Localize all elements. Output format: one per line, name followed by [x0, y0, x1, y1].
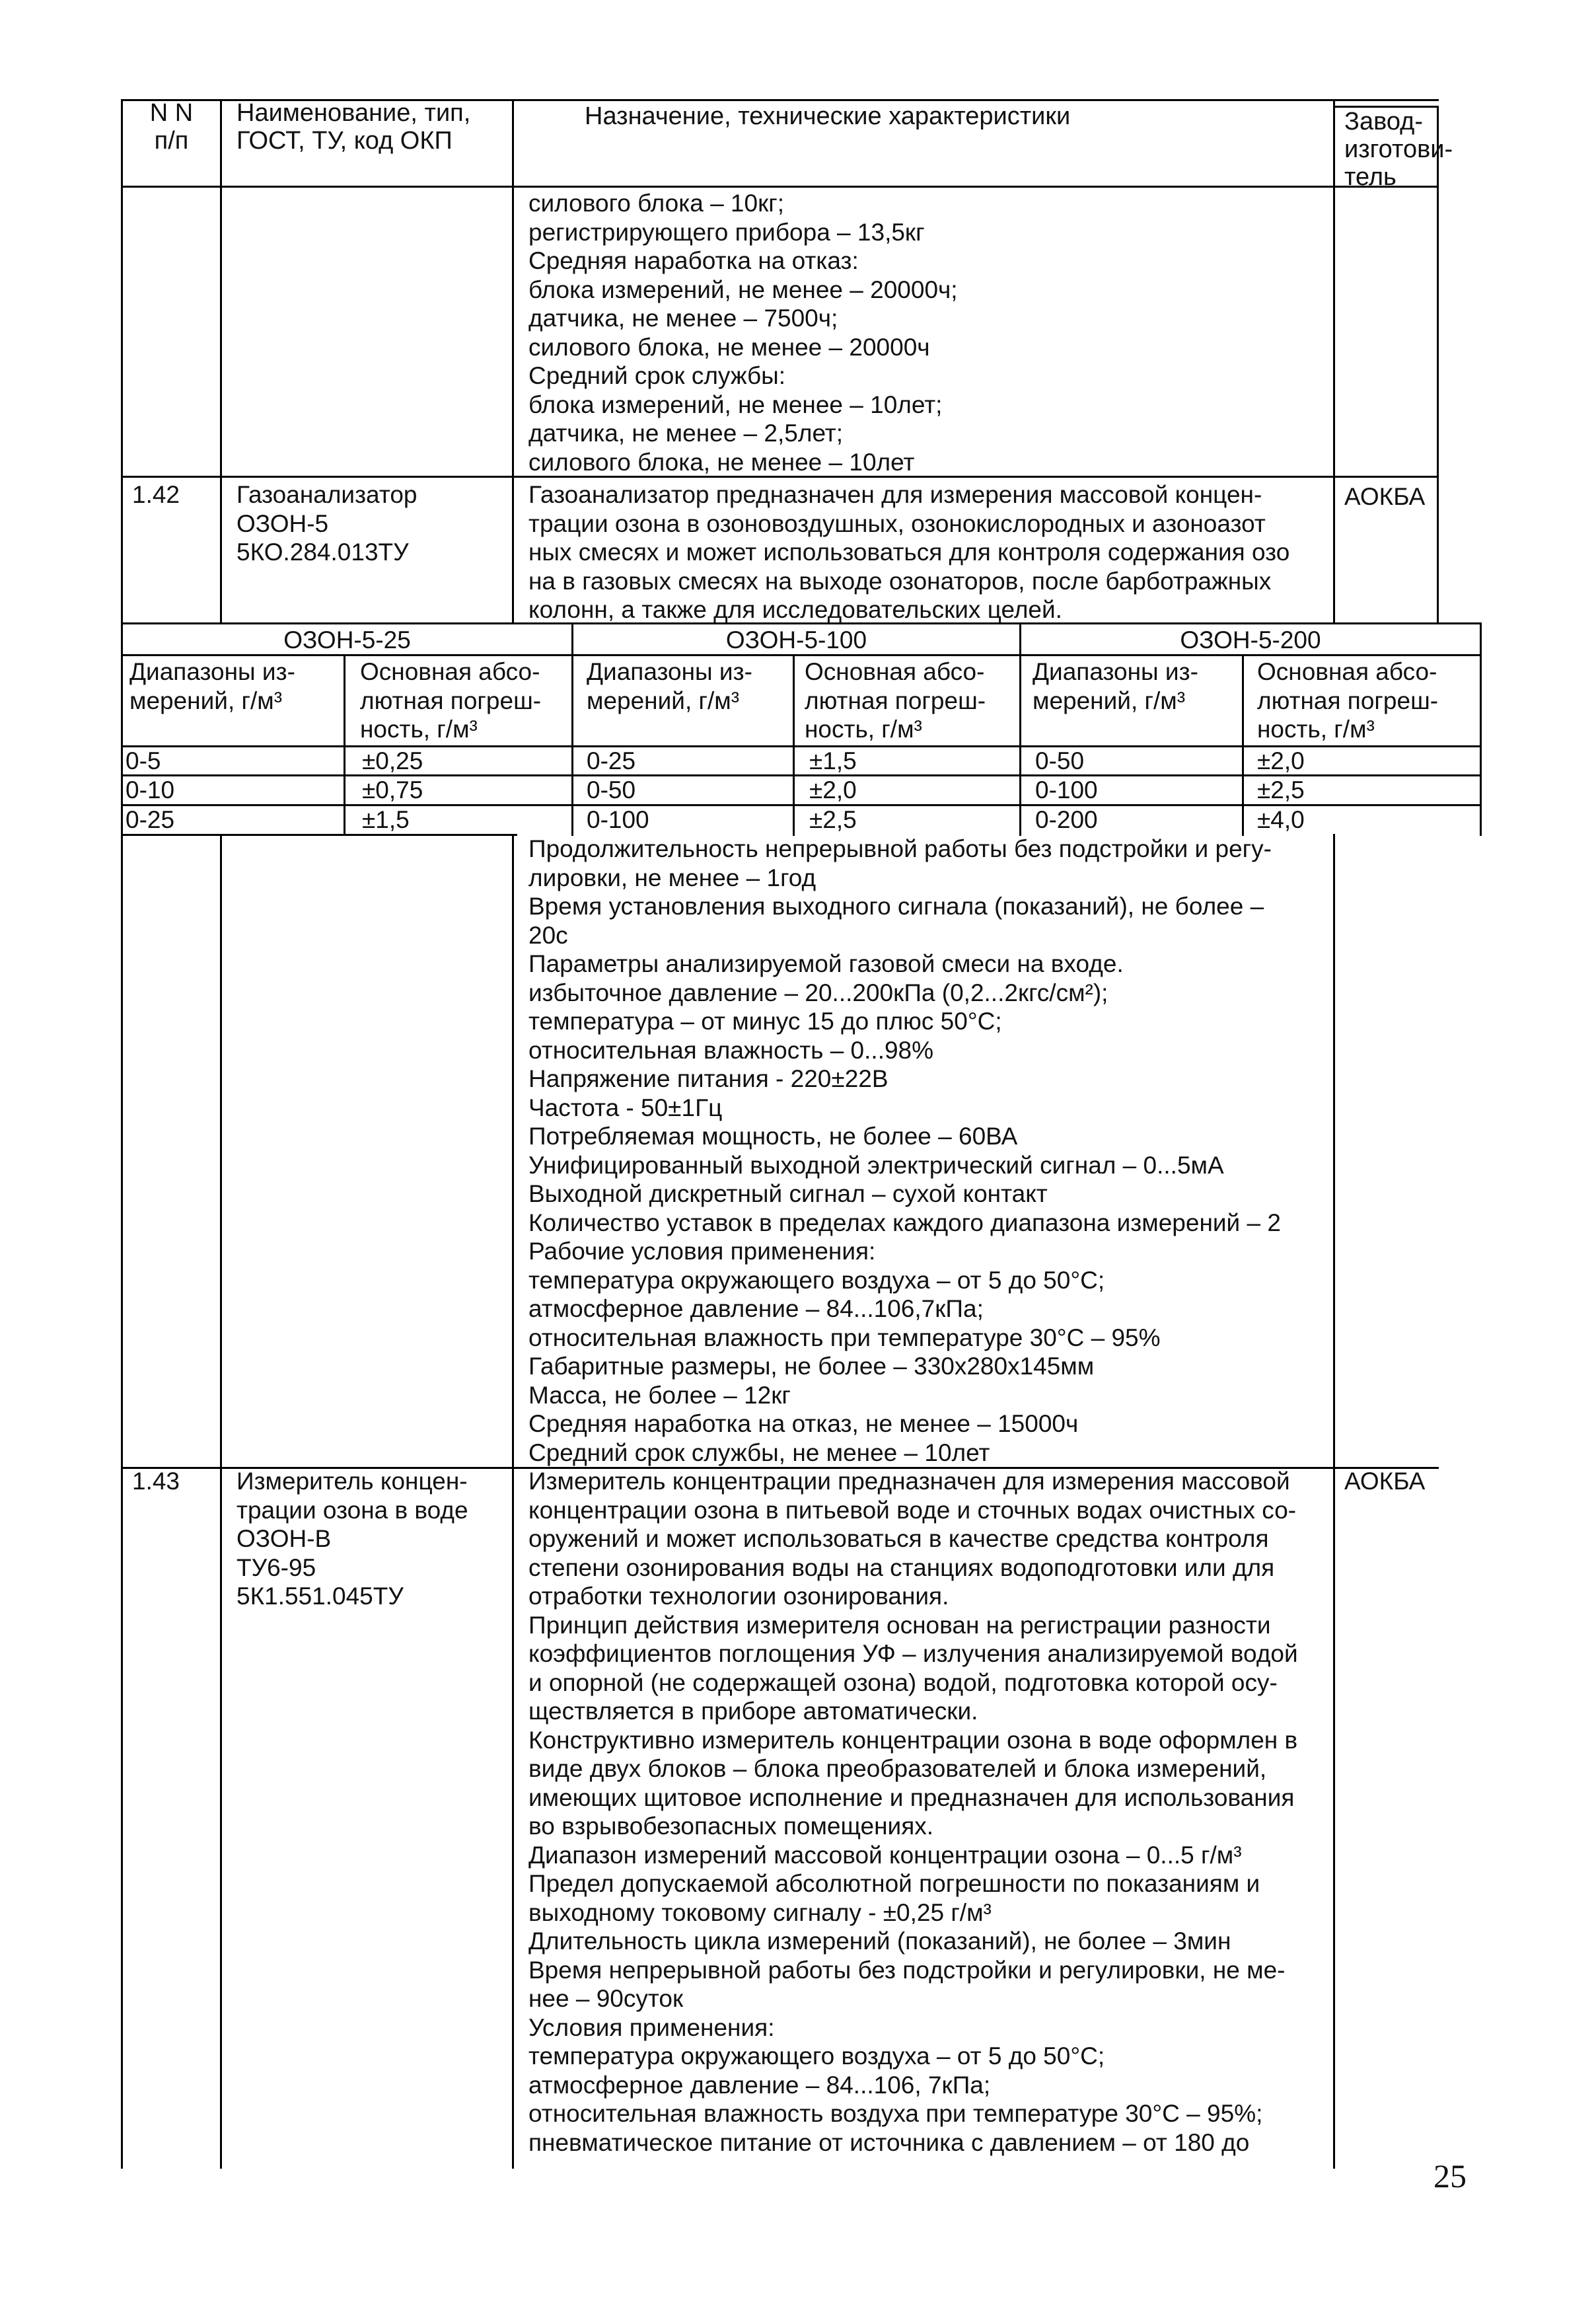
rule [344, 654, 345, 836]
col-range-1: Диапазоны из- мерений, г/м³ [129, 658, 295, 714]
cell-r3-err-200: ±4,0 [1257, 806, 1305, 833]
col-error-2: Основная абсо- лютная погреш- ность, г/м³ [805, 658, 986, 743]
rule [121, 186, 1439, 188]
item-142-specs: Продолжительность непрерывной работы без подстройки и регу- лировки, не менее – 1год Время установления выходного сигнала (показаний), не более – 20с Параметры анализируемой газовой смеси на входе. избыточное давление – 20...200кПа (0,2...2кгс/см²); температура – от минус 15 до плюс 50°С; относительная влажность – 0...98% Напряжение питания - 220±22В Частота - 50±1Гц Потребляемая мощность, не более – 60ВА Унифицированный выходной электрический сигнал – 0...5мА Выходной дискретный сигнал – сухой контакт Количество уставок в пределах каждого диапазона измерений – 2 Рабочие условия применения: температура окружающего воздуха – от 5 до 50°С; атмосферное давление – 84...106,7кПа; относительная влажность при температуре 30°С – 95% Габаритные размеры, не более – 330х280х145мм Масса, не более – 12кг Средняя наработка на отказ, не менее – 15000ч Средний срок службы, не менее – 10лет [528, 835, 1281, 1466]
rule [121, 99, 123, 623]
rule [1333, 834, 1335, 2169]
item-143-maker: АОКБА [1344, 1468, 1426, 1495]
cell-r3-range-200: 0-200 [1035, 806, 1098, 833]
cell-r1-err-25: ±0,25 [362, 747, 423, 774]
item-142-maker: АОКБА [1344, 483, 1426, 510]
cell-r2-range-100: 0-50 [587, 776, 636, 804]
cell-r3-err-25: ±1,5 [362, 806, 410, 833]
rule [1480, 622, 1482, 836]
col-range-2: Диапазоны из- мерений, г/м³ [587, 658, 752, 714]
header-maker: Завод- изготови- тель [1344, 108, 1453, 191]
cell-r2-range-25: 0-10 [126, 776, 175, 804]
item-142-num: 1.42 [132, 481, 180, 508]
item-143-num: 1.43 [132, 1468, 180, 1495]
rule [220, 99, 222, 623]
col-range-3: Диапазоны из- мерений, г/м³ [1033, 658, 1198, 714]
rule [121, 834, 123, 2169]
model-ozon-5-25: ОЗОН-5-25 [283, 626, 411, 654]
item-143-purpose: Измеритель концентрации предназначен для измерения массовой концентрации озона в питьевой воде и сточных водах очистных со- оружений и может использоваться в качестве средства контроля степени озонирования воды на станциях водоподготовки или для отработки технологии озонирования. Принцип действия измерителя основан на регистрации разности коэффициентов поглощения УФ – излучения анализируемой водой и опорной (не содержащей озона) водой, подготовка которой осу- ществляется в приборе автоматически. Конструктивно измеритель концентрации озона в воде оформлен в виде двух блоков – блока преобразователей и блока измерений, имеющих щитовое исполнение и предназначен для использования во взрывобезопасных помещениях. Диапазон измерений массовой концентрации озона – 0...5 г/м³ Предел допускаемой абсолютной погрешности по показаниям и выходному токовому сигналу - ±0,25 г/м³ Длительность цикла измерений (показаний), не более – 3мин Время непрерывной работы без подстройки и регулировки, не ме- нее – 90суток Условия применения: температура окружающего воздуха – от 5 до 50°С; атмосферное давление – 84...106, 7кПа; относительная влажность воздуха при температуре 30°С – 95%; пневматическое питание от источника с давлением – от 180 до [528, 1468, 1298, 2156]
rule [512, 834, 514, 2169]
model-ozon-5-200: ОЗОН-5-200 [1180, 626, 1321, 654]
col-error-1: Основная абсо- лютная погреш- ность, г/м³ [360, 658, 542, 743]
item-143-name: Измеритель концен- трации озона в воде ОЗОН-В ТУ6-95 5К1.551.045ТУ [236, 1468, 468, 1610]
cell-r2-err-200: ±2,5 [1257, 776, 1305, 804]
rule [1333, 99, 1335, 623]
rule [1242, 654, 1244, 836]
cell-r1-range-200: 0-50 [1035, 747, 1085, 774]
col-error-3: Основная абсо- лютная погреш- ность, г/м³ [1257, 658, 1439, 743]
item-142-purpose: Газоанализатор предназначен для измерения массовой концен- трации озона в озоновоздушных, озонокислородных и азоноазот ных смесях и может использоваться для контроля содержания озо на в газовых смесях на выходе озонаторов, после барботражных колонн, а также для исследовательских целей. [528, 481, 1290, 623]
cell-r2-range-200: 0-100 [1035, 776, 1098, 804]
header-name: Наименование, тип, ГОСТ, ТУ, код ОКП [236, 99, 471, 155]
cell-r1-range-25: 0-5 [126, 747, 161, 774]
rule [121, 834, 517, 836]
item-142-name: Газоанализатор ОЗОН-5 5КО.284.013ТУ [236, 481, 417, 566]
cell-r3-err-100: ±2,5 [809, 806, 857, 833]
model-ozon-5-100: ОЗОН-5-100 [725, 626, 867, 654]
page-number: 25 [1433, 2157, 1467, 2194]
cell-r3-range-25: 0-25 [126, 806, 175, 833]
continuation-text: силового блока – 10кг; регистрирующего прибора – 13,5кг Средняя наработка на отказ: блока измерений, не менее – 20000ч; датчика, не менее – 7500ч; силового блока, не менее – 20000ч Средний срок службы: блока измерений, не менее – 10лет; датчика, не менее – 2,5лет; силового блока, не менее – 10лет [528, 190, 958, 476]
header-num: N N п/п [149, 99, 194, 155]
rule [793, 654, 795, 836]
cell-r2-err-100: ±2,0 [809, 776, 857, 804]
header-purpose: Назначение, технические характеристики [585, 102, 1071, 130]
cell-r1-err-200: ±2,0 [1257, 747, 1305, 774]
cell-r1-err-100: ±1,5 [809, 747, 857, 774]
cell-r3-range-100: 0-100 [587, 806, 649, 833]
rule [220, 834, 222, 2169]
cell-r2-err-25: ±0,75 [362, 776, 423, 804]
cell-r1-range-100: 0-25 [587, 747, 636, 774]
rule [512, 99, 514, 623]
